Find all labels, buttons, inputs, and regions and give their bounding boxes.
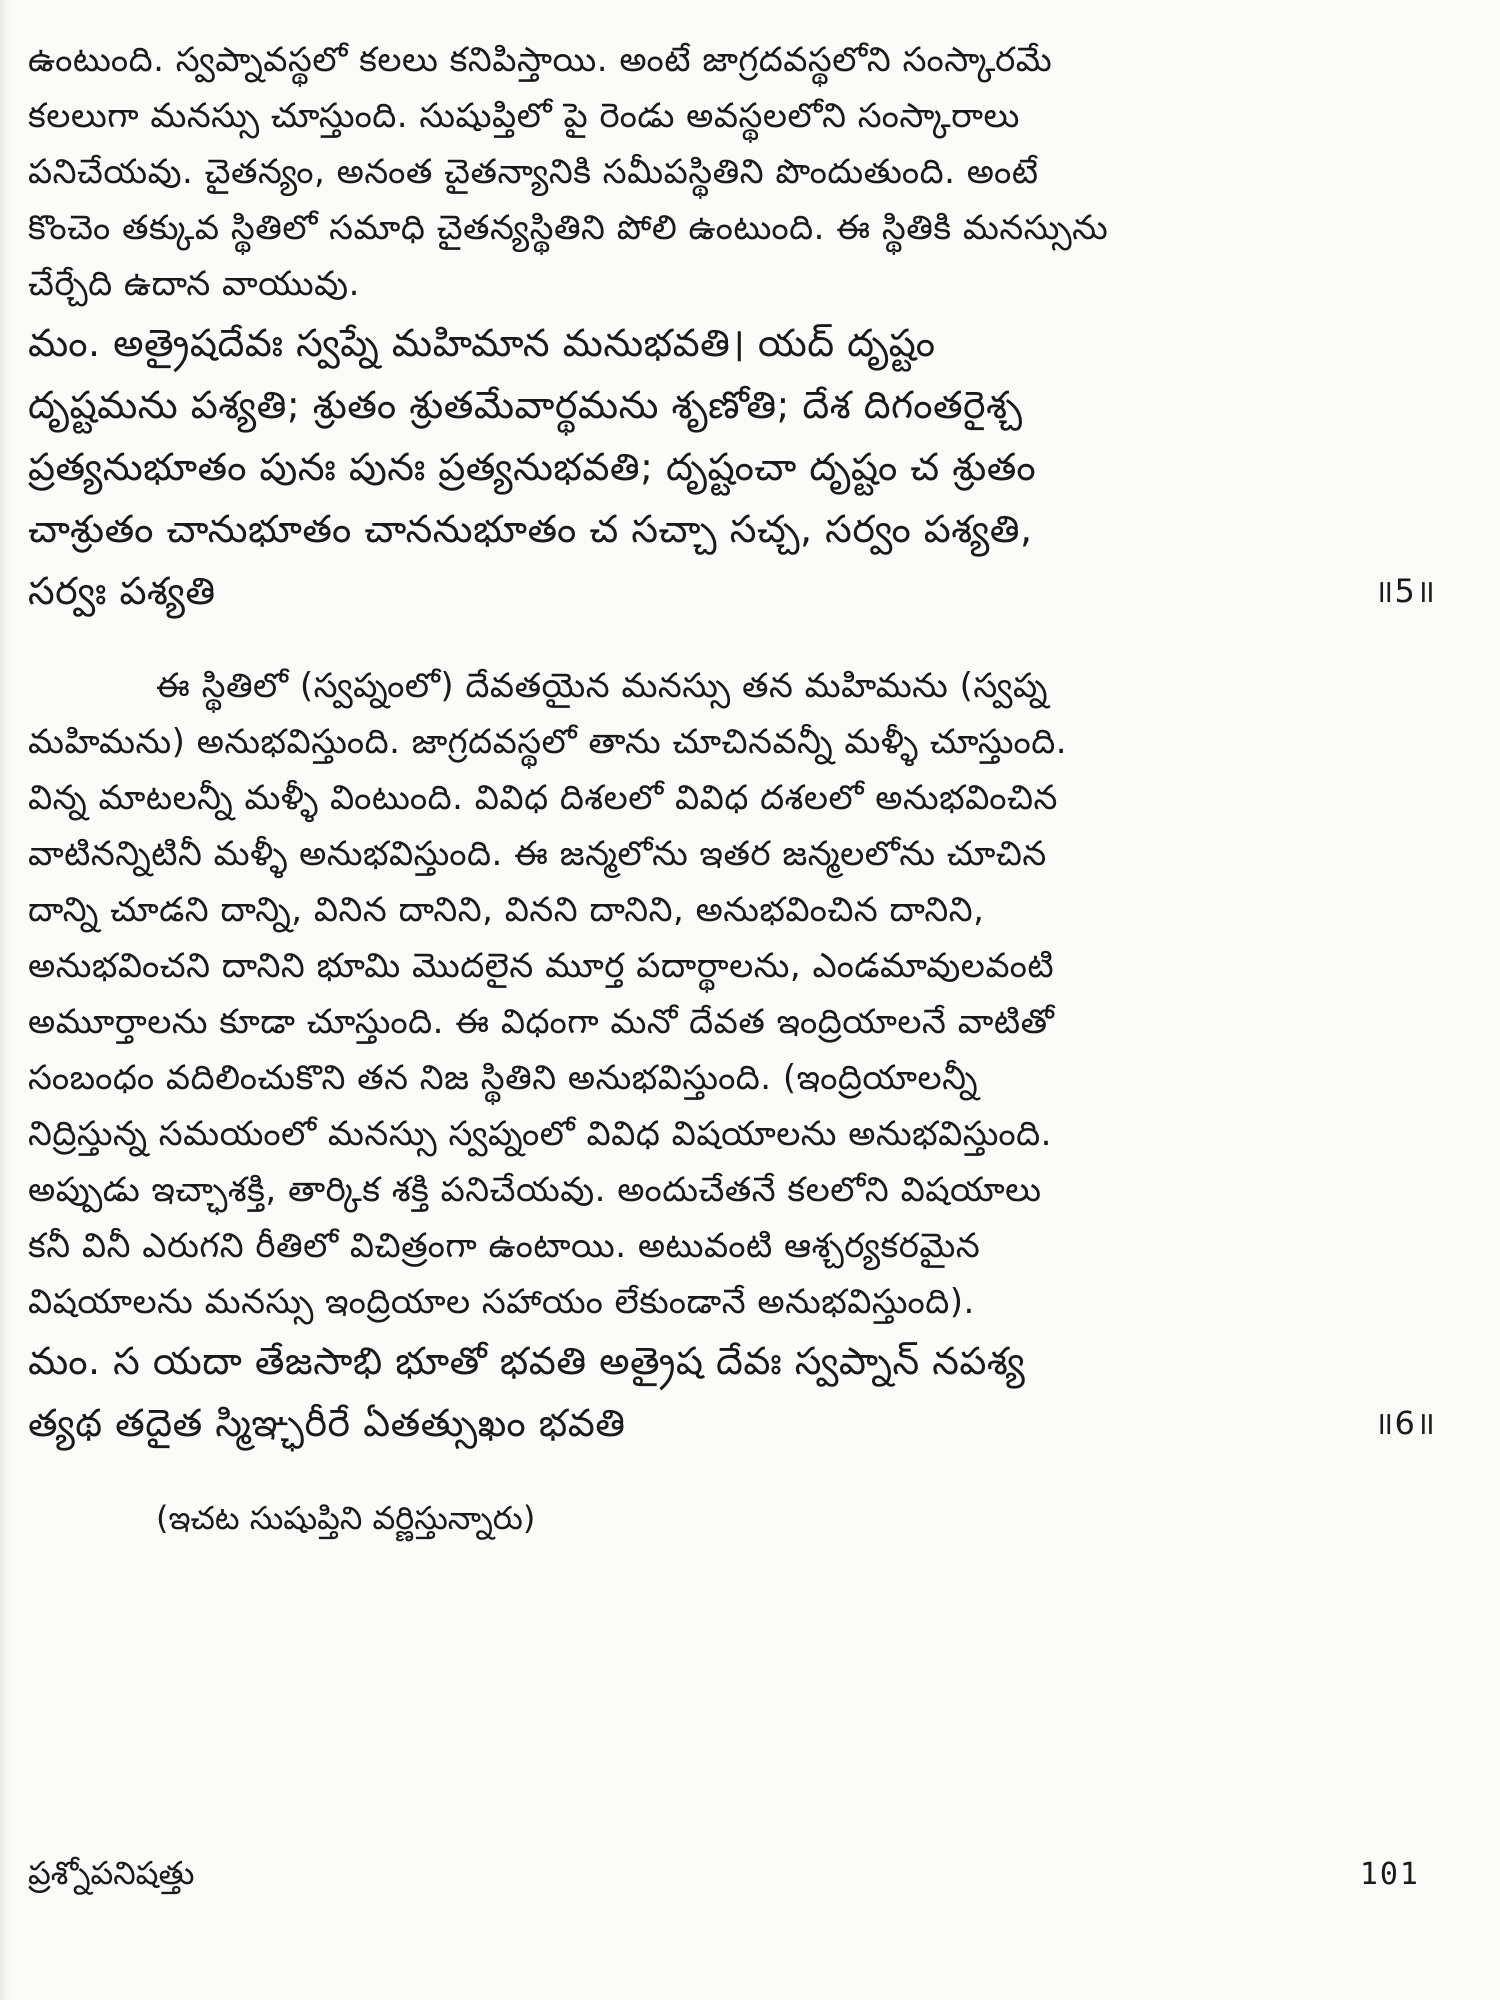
text-line: కనీ వినీ ఎరుగని రీతిలో విచిత్రంగా ఉంటాయి. అటువంటి ఆశ్చర్యకరమైన xyxy=(28,1226,981,1266)
page-edge-shadow xyxy=(0,0,10,2000)
mantra-last-text: త్యథ తదైత స్మిఞ్ఛరీరే ఏతత్సుఖం భవతి xyxy=(28,1401,626,1445)
paragraph-commentary-1 xyxy=(28,32,1448,312)
mantra-last-text: సర్వః పశ్యతి xyxy=(28,569,216,613)
verse-number: ॥5॥ xyxy=(1374,572,1436,610)
text-line: కొంచెం తక్కువ స్థితిలో సమాధి చైతన్యస్థితిని పోలి ఉంటుంది. ఈ స్థితికి మనస్సును xyxy=(28,208,1109,248)
text-line: ఉంటుంది. స్వప్నావస్థలో కలలు కనిపిస్తాయి. అంటే జాగ్రదవస్థలోని సంస్కారమే xyxy=(28,40,1053,80)
mantra-line: ప్రత్యనుభూతం పునః పునః ప్రత్యనుభవతి; దృష్టంచా దృష్టం చ శ్రుతం xyxy=(28,445,1037,489)
paragraph-commentary-2 xyxy=(28,658,1448,1330)
mantra-line: దృష్టమను పశ్యతి; శ్రుతం శ్రుతమేవార్థమను శృణోతి; దేశ దిగంతరైశ్చ xyxy=(28,383,1023,427)
book-page xyxy=(28,32,1448,1972)
text-line: పనిచేయవు. చైతన్యం, అనంత చైతన్యానికి సమీపస్థితిని పొందుతుంది. అంటే xyxy=(28,152,1039,192)
text-line: కలలుగా మనస్సు చూస్తుంది. సుషుప్తిలో పై రెండు అవస్థలలోని సంస్కారాలు xyxy=(28,96,1020,136)
text-line: అప్పుడు ఇచ్ఛాశక్తి, తార్కిక శక్తి పనిచేయవు. అందుచేతనే కలలోని విషయాలు xyxy=(28,1170,1042,1210)
mantra-line: చాశ్రుతం చానుభూతం చాననుభూతం చ సచ్చా సచ్చ, సర్వం పశ్యతి, xyxy=(28,507,1033,551)
text-line: ఈ స్థితిలో (స్వప్నంలో) దేవతయైన మనస్సు తన మహిమను (స్వప్న xyxy=(156,666,1048,706)
text-line: విషయాలను మనస్సు ఇంద్రియాల సహాయం లేకుండానే అనుభవిస్తుంది). xyxy=(28,1282,975,1322)
text-line: సంబంధం వదిలించుకొని తన నిజ స్థితిని అనుభవిస్తుంది. (ఇంద్రియాలన్నీ xyxy=(28,1058,979,1098)
mantra-verse-5 xyxy=(28,312,1448,622)
page-footer xyxy=(28,1854,1448,1900)
mantra-line: మం. స యదా తేజసాభి భూతో భవతి అత్రైష దేవః స్వప్నాన్ నపశ్య xyxy=(28,1339,1026,1383)
text-line: చేర్చేది ఉదాన వాయువు. xyxy=(28,264,360,304)
text-line: అనుభవించని దానిని భూమి మొదలైన మూర్త పదార్థాలను, ఎండమావులవంటి xyxy=(28,946,1055,986)
page-number: 101 xyxy=(1359,1857,1420,1892)
text-line: దాన్ని చూడని దాన్ని, వినిన దానిని, వినని దానిని, అనుభవించిన దానిని, xyxy=(28,890,985,930)
mantra-last-line xyxy=(28,1392,1448,1454)
text-line: విన్న మాటలన్నీ మళ్ళీ వింటుంది. వివిధ దిశలలో వివిధ దశలలో అనుభవించిన xyxy=(28,778,1058,818)
verse-number: ॥6॥ xyxy=(1374,1404,1436,1442)
spacer xyxy=(28,1454,1448,1490)
text-line: మహిమను) అనుభవిస్తుంది. జాగ్రదవస్థలో తాను చూచినవన్నీ మళ్ళీ చూస్తుంది. xyxy=(28,722,1068,762)
book-title: ప్రశ్నోపనిషత్తు xyxy=(28,1854,195,1892)
section-note: (ఇచట సుషుప్తిని వర్ణిస్తున్నారు) xyxy=(156,1499,536,1537)
text-line: అమూర్తాలను కూడా చూస్తుంది. ఈ విధంగా మనో దేవత ఇంద్రియాలనే వాటితో xyxy=(28,1002,1055,1042)
spacer xyxy=(28,622,1448,658)
mantra-verse-6 xyxy=(28,1330,1448,1454)
mantra-line: మం. అత్రైషదేవః స్వప్నే మహిమాన మనుభవతి। యద్ దృష్టం xyxy=(28,321,936,365)
text-line: వాటినన్నిటినీ మళ్ళీ అనుభవిస్తుంది. ఈ జన్మలోను ఇతర జన్మలలోను చూచిన xyxy=(28,834,1047,874)
mantra-last-line xyxy=(28,560,1448,622)
text-line: నిద్రిస్తున్న సమయంలో మనస్సు స్వప్నంలో వివిధ విషయాలను అనుభవిస్తుంది. xyxy=(28,1114,1052,1154)
